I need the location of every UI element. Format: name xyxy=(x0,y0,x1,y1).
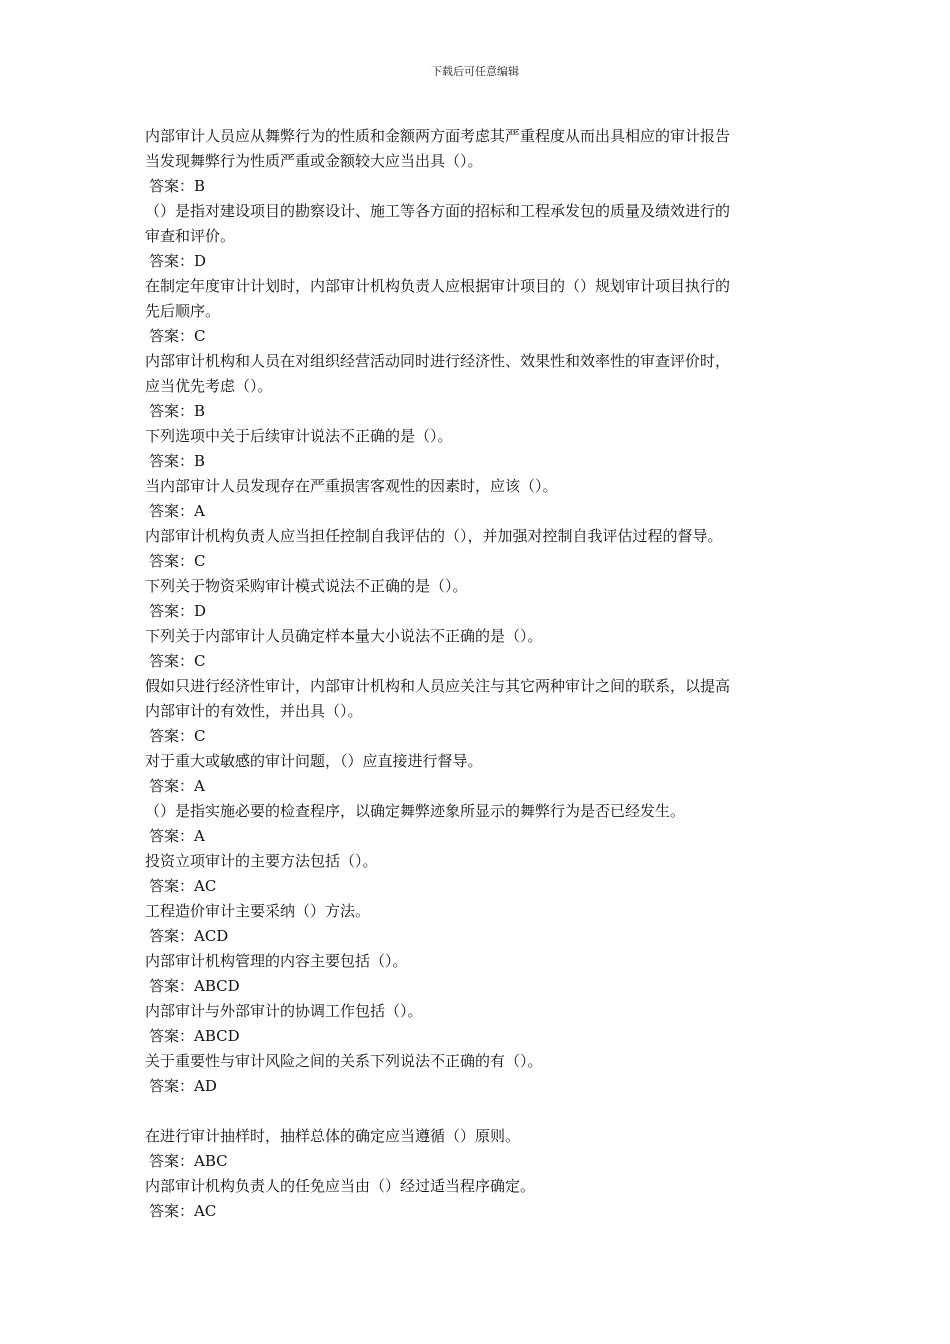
answer-text: 答案：AD xyxy=(149,1077,217,1095)
question-item xyxy=(145,799,815,849)
question-text: 内部审计机构管理的内容主要包括（）。 xyxy=(145,952,408,970)
question-text: 内部审计的有效性，并出具（）。 xyxy=(145,702,363,720)
page-header: 下载后可任意编辑 xyxy=(431,65,519,78)
answer-text: 答案：B xyxy=(149,452,206,470)
answer-text: 答案：ABC xyxy=(149,1152,228,1170)
question-item xyxy=(145,1124,815,1174)
question-text: 工程造价审计主要采纳（）方法。 xyxy=(145,902,371,920)
answer-text: 答案：D xyxy=(149,252,207,270)
question-item xyxy=(145,424,815,474)
question-item xyxy=(145,624,815,674)
answer-text: 答案：D xyxy=(149,602,207,620)
answer-text: 答案：C xyxy=(149,727,206,745)
question-text: 在进行审计抽样时，抽样总体的确定应当遵循（）原则。 xyxy=(145,1127,521,1145)
question-text: 当发现舞弊行为性质严重或金额较大应当出具（）。 xyxy=(145,152,483,170)
question-item xyxy=(145,949,815,999)
answer-text: 答案：ABCD xyxy=(149,1027,240,1045)
question-item xyxy=(145,474,815,524)
question-text: （）是指对建设项目的勘察设计、施工等各方面的招标和工程承发包的质量及绩效进行的 xyxy=(145,202,731,220)
question-item xyxy=(145,849,815,899)
question-text: 先后顺序。 xyxy=(145,302,221,320)
question-item xyxy=(145,574,815,624)
answer-text: 答案：B xyxy=(149,402,206,420)
question-text: 内部审计机构负责人的任免应当由（）经过适当程序确定。 xyxy=(145,1177,536,1195)
answer-text: 答案：ABCD xyxy=(149,977,240,995)
question-text: 应当优先考虑（）。 xyxy=(145,377,273,395)
question-item xyxy=(145,124,815,199)
question-text: 内部审计人员应从舞弊行为的性质和金额两方面考虑其严重程度从而出具相应的审计报告 xyxy=(145,127,731,145)
document-body xyxy=(145,124,815,1224)
answer-text: 答案：C xyxy=(149,652,206,670)
question-text: 内部审计机构负责人应当担任控制自我评估的（），并加强对控制自我评估过程的督导。 xyxy=(145,527,723,545)
question-text: 当内部审计人员发现存在严重损害客观性的因素时，应该（）。 xyxy=(145,477,558,495)
question-item xyxy=(145,899,815,949)
blank-line xyxy=(145,1099,815,1124)
question-item xyxy=(145,1174,815,1224)
answer-text: 答案：C xyxy=(149,552,206,570)
question-text: 假如只进行经济性审计，内部审计机构和人员应关注与其它两种审计之间的联系，以提高 xyxy=(145,677,731,695)
question-text: 下列关于物资采购审计模式说法不正确的是（）。 xyxy=(145,577,468,595)
question-item xyxy=(145,749,815,799)
answer-text: 答案：A xyxy=(149,827,205,845)
question-text: 投资立项审计的主要方法包括（）。 xyxy=(145,852,378,870)
question-text: 对于重大或敏感的审计问题，（）应直接进行督导。 xyxy=(145,752,483,770)
question-item xyxy=(145,999,815,1049)
question-item xyxy=(145,1049,815,1099)
question-text: 关于重要性与审计风险之间的关系下列说法不正确的有（）。 xyxy=(145,1052,543,1070)
question-item xyxy=(145,524,815,574)
answer-text: 答案：AC xyxy=(149,877,217,895)
question-text: 下列关于内部审计人员确定样本量大小说法不正确的是（）。 xyxy=(145,627,543,645)
question-text: 内部审计与外部审计的协调工作包括（）。 xyxy=(145,1002,423,1020)
answer-text: 答案：AC xyxy=(149,1202,217,1220)
question-item xyxy=(145,199,815,274)
question-text: （）是指实施必要的检查程序，以确定舞弊迹象所显示的舞弊行为是否已经发生。 xyxy=(145,802,686,820)
answer-text: 答案：ACD xyxy=(149,927,229,945)
question-item xyxy=(145,674,815,749)
question-text: 下列选项中关于后续审计说法不正确的是（）。 xyxy=(145,427,453,445)
answer-text: 答案：B xyxy=(149,177,206,195)
answer-text: 答案：C xyxy=(149,327,206,345)
question-text: 审查和评价。 xyxy=(145,227,236,245)
question-text: 内部审计机构和人员在对组织经营活动同时进行经济性、效果性和效率性的审查评价时， xyxy=(145,352,731,370)
question-text: 在制定年度审计计划时，内部审计机构负责人应根据审计项目的（）规划审计项目执行的 xyxy=(145,277,731,295)
question-item xyxy=(145,274,815,349)
answer-text: 答案：A xyxy=(149,777,205,795)
question-item xyxy=(145,349,815,424)
answer-text: 答案：A xyxy=(149,502,205,520)
